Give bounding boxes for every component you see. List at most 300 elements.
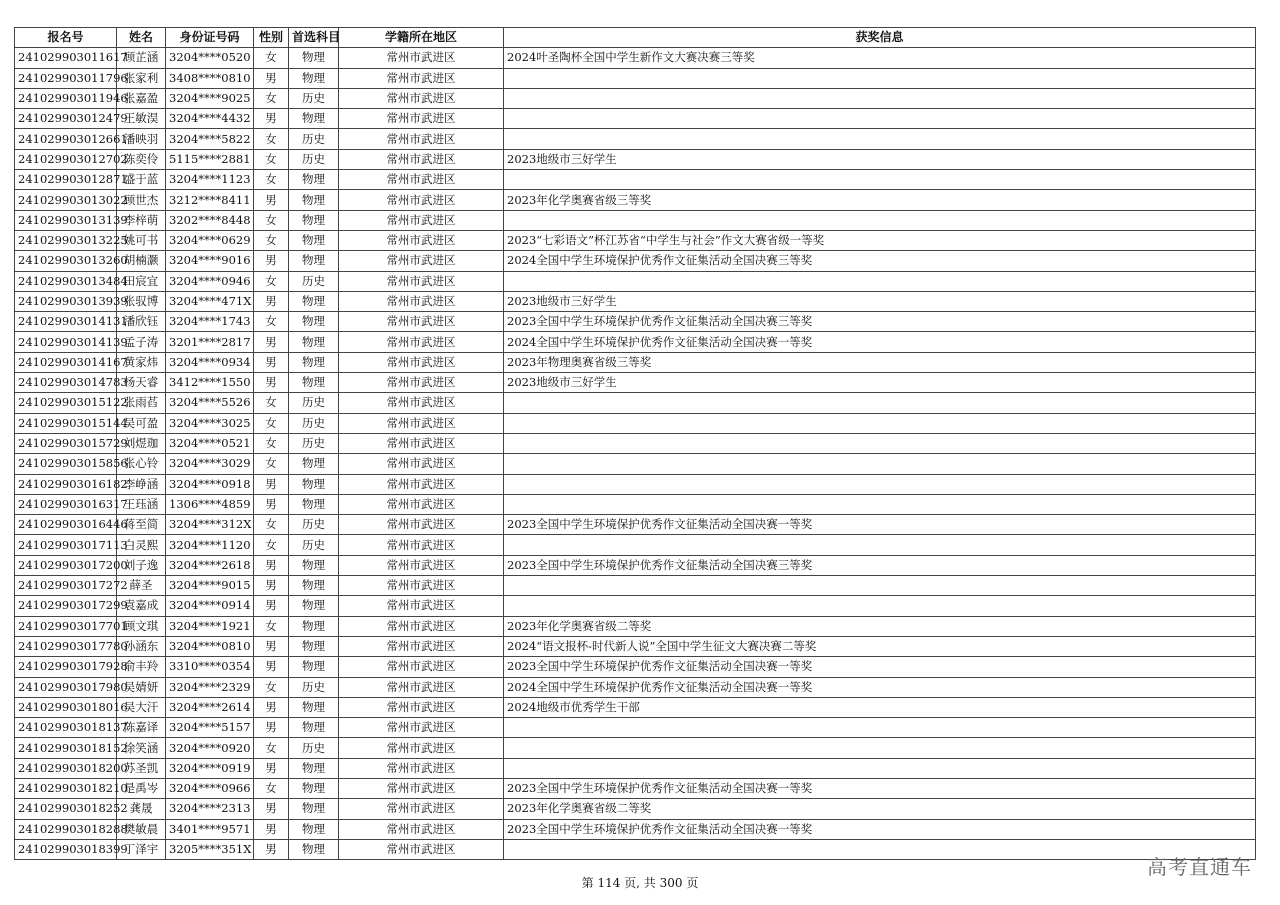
cell-subject: 物理 bbox=[289, 170, 339, 190]
cell-name: 顾世杰 bbox=[117, 190, 166, 210]
cell-id-number: 3204****0520 bbox=[166, 48, 254, 68]
cell-registration-no: 241029903014131 bbox=[15, 312, 117, 332]
table-row bbox=[15, 819, 1256, 839]
cell-id-number: 3204****2313 bbox=[166, 799, 254, 819]
table-row bbox=[15, 636, 1256, 656]
cell-registration-no: 241029903013484 bbox=[15, 271, 117, 291]
table-row bbox=[15, 494, 1256, 514]
cell-region: 常州市武进区 bbox=[339, 474, 504, 494]
cell-registration-no: 241029903018016 bbox=[15, 697, 117, 717]
cell-subject: 物理 bbox=[289, 251, 339, 271]
table-row bbox=[15, 697, 1256, 717]
table-row bbox=[15, 373, 1256, 393]
cell-id-number: 3412****1550 bbox=[166, 373, 254, 393]
cell-name: 张家利 bbox=[117, 68, 166, 88]
cell-registration-no: 241029903013022 bbox=[15, 190, 117, 210]
cell-id-number: 3204****5526 bbox=[166, 393, 254, 413]
table-row bbox=[15, 839, 1256, 859]
cell-awards: 2023全国中学生环境保护优秀作文征集活动全国决赛一等奖 bbox=[504, 778, 1256, 798]
cell-subject: 物理 bbox=[289, 48, 339, 68]
cell-name: 刘煜珈 bbox=[117, 433, 166, 453]
cell-id-number: 3204****0920 bbox=[166, 738, 254, 758]
cell-id-number: 3204****4432 bbox=[166, 109, 254, 129]
cell-gender: 男 bbox=[254, 555, 289, 575]
cell-gender: 女 bbox=[254, 535, 289, 555]
cell-region: 常州市武进区 bbox=[339, 515, 504, 535]
cell-subject: 物理 bbox=[289, 68, 339, 88]
cell-registration-no: 241029903013225 bbox=[15, 230, 117, 250]
cell-gender: 男 bbox=[254, 839, 289, 859]
cell-name: 徐笑涵 bbox=[117, 738, 166, 758]
header-awards: 获奖信息 bbox=[504, 28, 1256, 48]
cell-name: 蒋至简 bbox=[117, 515, 166, 535]
cell-name: 吴大汗 bbox=[117, 697, 166, 717]
cell-gender: 男 bbox=[254, 799, 289, 819]
cell-id-number: 3204****0521 bbox=[166, 433, 254, 453]
cell-id-number: 5115****2881 bbox=[166, 149, 254, 169]
cell-gender: 女 bbox=[254, 149, 289, 169]
table-row bbox=[15, 515, 1256, 535]
cell-region: 常州市武进区 bbox=[339, 555, 504, 575]
cell-awards bbox=[504, 596, 1256, 616]
cell-gender: 女 bbox=[254, 230, 289, 250]
cell-subject: 物理 bbox=[289, 332, 339, 352]
cell-name: 白灵熙 bbox=[117, 535, 166, 555]
cell-registration-no: 241029903017272 bbox=[15, 576, 117, 596]
cell-registration-no: 241029903012702 bbox=[15, 149, 117, 169]
cell-subject: 历史 bbox=[289, 413, 339, 433]
cell-awards bbox=[504, 170, 1256, 190]
cell-awards bbox=[504, 758, 1256, 778]
cell-awards bbox=[504, 454, 1256, 474]
cell-region: 常州市武进区 bbox=[339, 697, 504, 717]
table-row bbox=[15, 291, 1256, 311]
cell-awards: 2023年物理奥赛省级三等奖 bbox=[504, 352, 1256, 372]
cell-awards bbox=[504, 535, 1256, 555]
table-row bbox=[15, 474, 1256, 494]
cell-subject: 物理 bbox=[289, 373, 339, 393]
cell-subject: 物理 bbox=[289, 109, 339, 129]
cell-name: 张嘉盈 bbox=[117, 88, 166, 108]
cell-registration-no: 241029903011617 bbox=[15, 48, 117, 68]
cell-name: 张雨萏 bbox=[117, 393, 166, 413]
cell-awards: 2023地级市三好学生 bbox=[504, 291, 1256, 311]
cell-awards: 2024“语文报杯-时代新人说”全国中学生征文大赛决赛二等奖 bbox=[504, 636, 1256, 656]
header-registration-no: 报名号 bbox=[15, 28, 117, 48]
cell-awards bbox=[504, 839, 1256, 859]
cell-subject: 历史 bbox=[289, 393, 339, 413]
cell-registration-no: 241029903015729 bbox=[15, 433, 117, 453]
cell-region: 常州市武进区 bbox=[339, 494, 504, 514]
cell-name: 陈嘉译 bbox=[117, 718, 166, 738]
cell-id-number: 3204****5157 bbox=[166, 718, 254, 738]
cell-gender: 男 bbox=[254, 373, 289, 393]
cell-subject: 物理 bbox=[289, 352, 339, 372]
cell-gender: 男 bbox=[254, 332, 289, 352]
cell-region: 常州市武进区 bbox=[339, 758, 504, 778]
table-body bbox=[15, 48, 1256, 860]
cell-region: 常州市武进区 bbox=[339, 129, 504, 149]
cell-region: 常州市武进区 bbox=[339, 149, 504, 169]
cell-region: 常州市武进区 bbox=[339, 68, 504, 88]
cell-registration-no: 241029903017113 bbox=[15, 535, 117, 555]
cell-awards: 2023全国中学生环境保护优秀作文征集活动全国决赛一等奖 bbox=[504, 657, 1256, 677]
table-row bbox=[15, 799, 1256, 819]
cell-region: 常州市武进区 bbox=[339, 454, 504, 474]
cell-awards: 2024全国中学生环境保护优秀作文征集活动全国决赛一等奖 bbox=[504, 332, 1256, 352]
cell-gender: 女 bbox=[254, 88, 289, 108]
cell-region: 常州市武进区 bbox=[339, 170, 504, 190]
cell-id-number: 3408****0810 bbox=[166, 68, 254, 88]
cell-name: 田宸宜 bbox=[117, 271, 166, 291]
cell-id-number: 3204****0934 bbox=[166, 352, 254, 372]
cell-gender: 女 bbox=[254, 616, 289, 636]
table-row bbox=[15, 190, 1256, 210]
cell-id-number: 3204****2329 bbox=[166, 677, 254, 697]
table-row bbox=[15, 251, 1256, 271]
cell-name: 袁嘉成 bbox=[117, 596, 166, 616]
table-row bbox=[15, 657, 1256, 677]
table-row bbox=[15, 677, 1256, 697]
cell-awards bbox=[504, 88, 1256, 108]
cell-subject: 物理 bbox=[289, 494, 339, 514]
cell-awards: 2023年化学奥赛省级三等奖 bbox=[504, 190, 1256, 210]
table-row bbox=[15, 596, 1256, 616]
cell-awards: 2023地级市三好学生 bbox=[504, 373, 1256, 393]
cell-subject: 物理 bbox=[289, 616, 339, 636]
cell-awards: 2023地级市三好学生 bbox=[504, 149, 1256, 169]
cell-subject: 历史 bbox=[289, 677, 339, 697]
cell-gender: 男 bbox=[254, 636, 289, 656]
cell-id-number: 3204****0914 bbox=[166, 596, 254, 616]
cell-name: 顾芷涵 bbox=[117, 48, 166, 68]
cell-name: 陈奕伶 bbox=[117, 149, 166, 169]
cell-registration-no: 241029903016446 bbox=[15, 515, 117, 535]
cell-name: 刘子逸 bbox=[117, 555, 166, 575]
cell-name: 姚可书 bbox=[117, 230, 166, 250]
cell-region: 常州市武进区 bbox=[339, 332, 504, 352]
table-row bbox=[15, 332, 1256, 352]
cell-gender: 男 bbox=[254, 697, 289, 717]
cell-subject: 物理 bbox=[289, 312, 339, 332]
cell-id-number: 3204****471X bbox=[166, 291, 254, 311]
table-row bbox=[15, 535, 1256, 555]
cell-awards: 2023年化学奥赛省级二等奖 bbox=[504, 799, 1256, 819]
cell-registration-no: 241029903017299 bbox=[15, 596, 117, 616]
cell-name: 王敏淏 bbox=[117, 109, 166, 129]
cell-subject: 历史 bbox=[289, 149, 339, 169]
cell-registration-no: 241029903018200 bbox=[15, 758, 117, 778]
cell-name: 樊敏晨 bbox=[117, 819, 166, 839]
cell-subject: 物理 bbox=[289, 555, 339, 575]
cell-id-number: 3204****0946 bbox=[166, 271, 254, 291]
cell-gender: 女 bbox=[254, 271, 289, 291]
cell-name: 黄家炜 bbox=[117, 352, 166, 372]
table-row bbox=[15, 718, 1256, 738]
cell-gender: 女 bbox=[254, 738, 289, 758]
cell-name: 李峥涵 bbox=[117, 474, 166, 494]
header-id-number: 身份证号码 bbox=[166, 28, 254, 48]
table-row bbox=[15, 170, 1256, 190]
cell-registration-no: 241029903016182 bbox=[15, 474, 117, 494]
cell-registration-no: 241029903018137 bbox=[15, 718, 117, 738]
cell-gender: 男 bbox=[254, 251, 289, 271]
table-header-row bbox=[15, 28, 1256, 48]
cell-gender: 男 bbox=[254, 352, 289, 372]
cell-id-number: 3204****0919 bbox=[166, 758, 254, 778]
header-gender: 性别 bbox=[254, 28, 289, 48]
header-region: 学籍所在地区 bbox=[339, 28, 504, 48]
table-row bbox=[15, 88, 1256, 108]
cell-registration-no: 241029903018210 bbox=[15, 778, 117, 798]
cell-region: 常州市武进区 bbox=[339, 433, 504, 453]
cell-id-number: 3204****0810 bbox=[166, 636, 254, 656]
header-subject: 首选科目 bbox=[289, 28, 339, 48]
cell-registration-no: 241029903011796 bbox=[15, 68, 117, 88]
cell-registration-no: 241029903017980 bbox=[15, 677, 117, 697]
cell-gender: 男 bbox=[254, 494, 289, 514]
cell-gender: 女 bbox=[254, 413, 289, 433]
cell-region: 常州市武进区 bbox=[339, 393, 504, 413]
cell-id-number: 3204****2618 bbox=[166, 555, 254, 575]
cell-subject: 物理 bbox=[289, 799, 339, 819]
cell-subject: 历史 bbox=[289, 515, 339, 535]
cell-registration-no: 241029903012871 bbox=[15, 170, 117, 190]
cell-registration-no: 241029903014139 bbox=[15, 332, 117, 352]
cell-region: 常州市武进区 bbox=[339, 291, 504, 311]
cell-id-number: 3212****8411 bbox=[166, 190, 254, 210]
cell-id-number: 3204****2614 bbox=[166, 697, 254, 717]
cell-id-number: 3201****2817 bbox=[166, 332, 254, 352]
cell-awards: 2023全国中学生环境保护优秀作文征集活动全国决赛一等奖 bbox=[504, 819, 1256, 839]
cell-region: 常州市武进区 bbox=[339, 88, 504, 108]
cell-gender: 男 bbox=[254, 190, 289, 210]
cell-name: 王珏涵 bbox=[117, 494, 166, 514]
cell-name: 潘欣钰 bbox=[117, 312, 166, 332]
cell-id-number: 3204****1123 bbox=[166, 170, 254, 190]
table-row bbox=[15, 352, 1256, 372]
cell-name: 薛圣 bbox=[117, 576, 166, 596]
cell-gender: 男 bbox=[254, 474, 289, 494]
cell-id-number: 3202****8448 bbox=[166, 210, 254, 230]
cell-gender: 男 bbox=[254, 576, 289, 596]
cell-region: 常州市武进区 bbox=[339, 109, 504, 129]
cell-name: 是禹岑 bbox=[117, 778, 166, 798]
cell-region: 常州市武进区 bbox=[339, 413, 504, 433]
cell-registration-no: 241029903013939 bbox=[15, 291, 117, 311]
cell-gender: 女 bbox=[254, 393, 289, 413]
cell-region: 常州市武进区 bbox=[339, 677, 504, 697]
cell-awards bbox=[504, 576, 1256, 596]
cell-subject: 历史 bbox=[289, 738, 339, 758]
cell-id-number: 3204****3029 bbox=[166, 454, 254, 474]
cell-region: 常州市武进区 bbox=[339, 230, 504, 250]
cell-registration-no: 241029903012479 bbox=[15, 109, 117, 129]
cell-region: 常州市武进区 bbox=[339, 352, 504, 372]
table-row bbox=[15, 738, 1256, 758]
cell-id-number: 3204****9025 bbox=[166, 88, 254, 108]
cell-gender: 女 bbox=[254, 433, 289, 453]
table-row bbox=[15, 393, 1256, 413]
cell-subject: 物理 bbox=[289, 636, 339, 656]
cell-region: 常州市武进区 bbox=[339, 718, 504, 738]
cell-id-number: 3204****5822 bbox=[166, 129, 254, 149]
page-number: 第 114 页, 共 300 页 bbox=[581, 876, 699, 890]
cell-name: 潘映羽 bbox=[117, 129, 166, 149]
cell-registration-no: 241029903014167 bbox=[15, 352, 117, 372]
cell-name: 孙涵东 bbox=[117, 636, 166, 656]
cell-region: 常州市武进区 bbox=[339, 210, 504, 230]
cell-gender: 女 bbox=[254, 210, 289, 230]
table-row bbox=[15, 454, 1256, 474]
cell-name: 龚晟 bbox=[117, 799, 166, 819]
cell-awards bbox=[504, 68, 1256, 88]
cell-region: 常州市武进区 bbox=[339, 636, 504, 656]
cell-subject: 历史 bbox=[289, 535, 339, 555]
cell-gender: 女 bbox=[254, 778, 289, 798]
table-row bbox=[15, 555, 1256, 575]
cell-gender: 男 bbox=[254, 596, 289, 616]
table-row bbox=[15, 778, 1256, 798]
cell-region: 常州市武进区 bbox=[339, 271, 504, 291]
cell-awards: 2024全国中学生环境保护优秀作文征集活动全国决赛一等奖 bbox=[504, 677, 1256, 697]
cell-awards: 2024叶圣陶杯全国中学生新作文大赛决赛三等奖 bbox=[504, 48, 1256, 68]
cell-name: 盛于蓝 bbox=[117, 170, 166, 190]
cell-subject: 物理 bbox=[289, 596, 339, 616]
cell-subject: 物理 bbox=[289, 718, 339, 738]
cell-id-number: 3204****3025 bbox=[166, 413, 254, 433]
cell-subject: 历史 bbox=[289, 129, 339, 149]
cell-gender: 女 bbox=[254, 454, 289, 474]
cell-registration-no: 241029903017928 bbox=[15, 657, 117, 677]
cell-subject: 物理 bbox=[289, 454, 339, 474]
watermark: 高考直通车 bbox=[1147, 855, 1252, 879]
cell-region: 常州市武进区 bbox=[339, 778, 504, 798]
cell-registration-no: 241029903012661 bbox=[15, 129, 117, 149]
cell-awards bbox=[504, 393, 1256, 413]
cell-id-number: 3401****9571 bbox=[166, 819, 254, 839]
cell-subject: 历史 bbox=[289, 88, 339, 108]
cell-registration-no: 241029903018399 bbox=[15, 839, 117, 859]
table-row bbox=[15, 48, 1256, 68]
cell-awards: 2023全国中学生环境保护优秀作文征集活动全国决赛三等奖 bbox=[504, 555, 1256, 575]
cell-gender: 女 bbox=[254, 515, 289, 535]
cell-region: 常州市武进区 bbox=[339, 190, 504, 210]
cell-region: 常州市武进区 bbox=[339, 535, 504, 555]
cell-region: 常州市武进区 bbox=[339, 373, 504, 393]
cell-subject: 历史 bbox=[289, 433, 339, 453]
table-row bbox=[15, 616, 1256, 636]
cell-name: 顾文琪 bbox=[117, 616, 166, 636]
cell-id-number: 1306****4859 bbox=[166, 494, 254, 514]
cell-gender: 男 bbox=[254, 819, 289, 839]
cell-gender: 女 bbox=[254, 170, 289, 190]
table-row bbox=[15, 271, 1256, 291]
cell-subject: 物理 bbox=[289, 210, 339, 230]
cell-name: 苏圣凯 bbox=[117, 758, 166, 778]
cell-region: 常州市武进区 bbox=[339, 596, 504, 616]
cell-region: 常州市武进区 bbox=[339, 616, 504, 636]
cell-name: 吴可盈 bbox=[117, 413, 166, 433]
cell-id-number: 3204****0629 bbox=[166, 230, 254, 250]
cell-awards: 2024地级市优秀学生干部 bbox=[504, 697, 1256, 717]
cell-id-number: 3205****351X bbox=[166, 839, 254, 859]
cell-registration-no: 241029903016317 bbox=[15, 494, 117, 514]
cell-registration-no: 241029903017200 bbox=[15, 555, 117, 575]
cell-awards bbox=[504, 271, 1256, 291]
cell-subject: 物理 bbox=[289, 291, 339, 311]
table-row bbox=[15, 68, 1256, 88]
cell-name: 丁泽宇 bbox=[117, 839, 166, 859]
cell-id-number: 3204****9016 bbox=[166, 251, 254, 271]
cell-id-number: 3310****0354 bbox=[166, 657, 254, 677]
cell-registration-no: 241029903015122 bbox=[15, 393, 117, 413]
cell-gender: 男 bbox=[254, 758, 289, 778]
cell-awards bbox=[504, 210, 1256, 230]
table-row bbox=[15, 576, 1256, 596]
cell-subject: 物理 bbox=[289, 576, 339, 596]
cell-name: 孟子涛 bbox=[117, 332, 166, 352]
cell-registration-no: 241029903014783 bbox=[15, 373, 117, 393]
cell-awards: 2024全国中学生环境保护优秀作文征集活动全国决赛三等奖 bbox=[504, 251, 1256, 271]
table-row bbox=[15, 758, 1256, 778]
cell-gender: 女 bbox=[254, 312, 289, 332]
cell-subject: 物理 bbox=[289, 474, 339, 494]
cell-name: 胡楠灏 bbox=[117, 251, 166, 271]
table-row bbox=[15, 433, 1256, 453]
cell-subject: 物理 bbox=[289, 230, 339, 250]
cell-awards bbox=[504, 109, 1256, 129]
table-row bbox=[15, 413, 1256, 433]
table-row bbox=[15, 230, 1256, 250]
table-row bbox=[15, 109, 1256, 129]
cell-subject: 物理 bbox=[289, 758, 339, 778]
cell-awards bbox=[504, 718, 1256, 738]
cell-awards: 2023年化学奥赛省级二等奖 bbox=[504, 616, 1256, 636]
cell-region: 常州市武进区 bbox=[339, 738, 504, 758]
cell-region: 常州市武进区 bbox=[339, 48, 504, 68]
cell-registration-no: 241029903017701 bbox=[15, 616, 117, 636]
cell-region: 常州市武进区 bbox=[339, 576, 504, 596]
cell-gender: 男 bbox=[254, 718, 289, 738]
table-row bbox=[15, 149, 1256, 169]
cell-name: 吴婧妍 bbox=[117, 677, 166, 697]
cell-registration-no: 241029903015144 bbox=[15, 413, 117, 433]
cell-gender: 男 bbox=[254, 291, 289, 311]
cell-registration-no: 241029903015856 bbox=[15, 454, 117, 474]
cell-registration-no: 241029903013260 bbox=[15, 251, 117, 271]
cell-region: 常州市武进区 bbox=[339, 839, 504, 859]
cell-gender: 女 bbox=[254, 48, 289, 68]
cell-awards: 2023全国中学生环境保护优秀作文征集活动全国决赛一等奖 bbox=[504, 515, 1256, 535]
cell-awards bbox=[504, 738, 1256, 758]
cell-gender: 男 bbox=[254, 657, 289, 677]
cell-subject: 物理 bbox=[289, 778, 339, 798]
cell-name: 张心铃 bbox=[117, 454, 166, 474]
cell-awards: 2023全国中学生环境保护优秀作文征集活动全国决赛三等奖 bbox=[504, 312, 1256, 332]
cell-id-number: 3204****9015 bbox=[166, 576, 254, 596]
cell-id-number: 3204****0918 bbox=[166, 474, 254, 494]
cell-region: 常州市武进区 bbox=[339, 657, 504, 677]
cell-subject: 历史 bbox=[289, 271, 339, 291]
cell-awards bbox=[504, 129, 1256, 149]
cell-name: 李梓萌 bbox=[117, 210, 166, 230]
cell-name: 俞丰羚 bbox=[117, 657, 166, 677]
table-row bbox=[15, 312, 1256, 332]
cell-awards bbox=[504, 413, 1256, 433]
cell-name: 张驭博 bbox=[117, 291, 166, 311]
cell-registration-no: 241029903018152 bbox=[15, 738, 117, 758]
